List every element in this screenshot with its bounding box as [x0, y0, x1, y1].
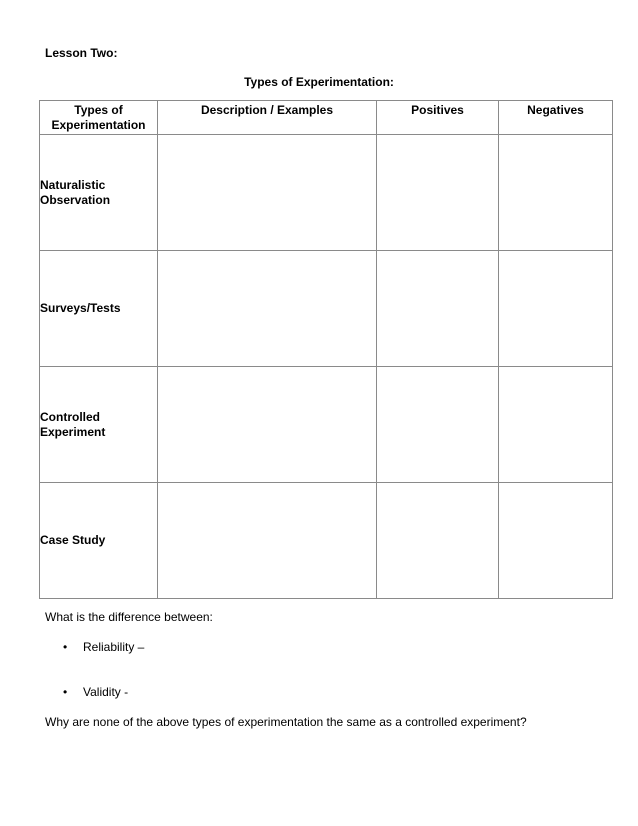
row-label-controlled-experiment [40, 367, 158, 483]
positives-cell[interactable] [377, 367, 499, 483]
description-cell[interactable] [158, 251, 377, 367]
row-label-text: Controlled Experiment [40, 409, 106, 439]
description-cell[interactable] [158, 483, 377, 599]
negatives-cell[interactable] [499, 135, 613, 251]
positives-cell[interactable] [377, 251, 499, 367]
row-label-text: Surveys/Tests [40, 301, 121, 315]
table-row [40, 367, 613, 483]
header-negatives: Negatives [499, 101, 613, 135]
header-description-examples: Description / Examples [158, 101, 377, 135]
table-row [40, 135, 613, 251]
row-label-text: Case Study [40, 533, 106, 547]
question-controlled-experiment: Why are none of the above types of experimentation the same as a controlled experiment? [45, 715, 527, 729]
row-label-surveys-tests [40, 251, 158, 367]
header-positives: Positives [377, 101, 499, 135]
row-label-text: Naturalistic Observation [40, 177, 111, 207]
row-label-case-study [40, 483, 158, 599]
negatives-cell[interactable] [499, 483, 613, 599]
description-cell[interactable] [158, 367, 377, 483]
negatives-cell[interactable] [499, 251, 613, 367]
table-row [40, 483, 613, 599]
table-header-row [40, 101, 613, 135]
header-types-of-experimentation: Types of Experimentation [40, 101, 158, 135]
description-cell[interactable] [158, 135, 377, 251]
bullet-validity-text: Validity - [83, 685, 129, 699]
experimentation-table [39, 100, 613, 599]
bullet-validity [63, 685, 128, 699]
bullet-dot-icon: • [63, 640, 68, 654]
page-title-text: Types of Experimentation: [244, 75, 394, 89]
negatives-cell[interactable] [499, 367, 613, 483]
bullet-reliability [63, 640, 144, 654]
lesson-title: Lesson Two: [45, 46, 118, 60]
question-difference: What is the difference between: [45, 610, 213, 624]
row-label-naturalistic-observation [40, 135, 158, 251]
page-title [0, 75, 638, 89]
bullet-dot-icon: • [63, 685, 68, 699]
table-row [40, 251, 613, 367]
positives-cell[interactable] [377, 483, 499, 599]
bullet-reliability-text: Reliability – [83, 640, 145, 654]
positives-cell[interactable] [377, 135, 499, 251]
